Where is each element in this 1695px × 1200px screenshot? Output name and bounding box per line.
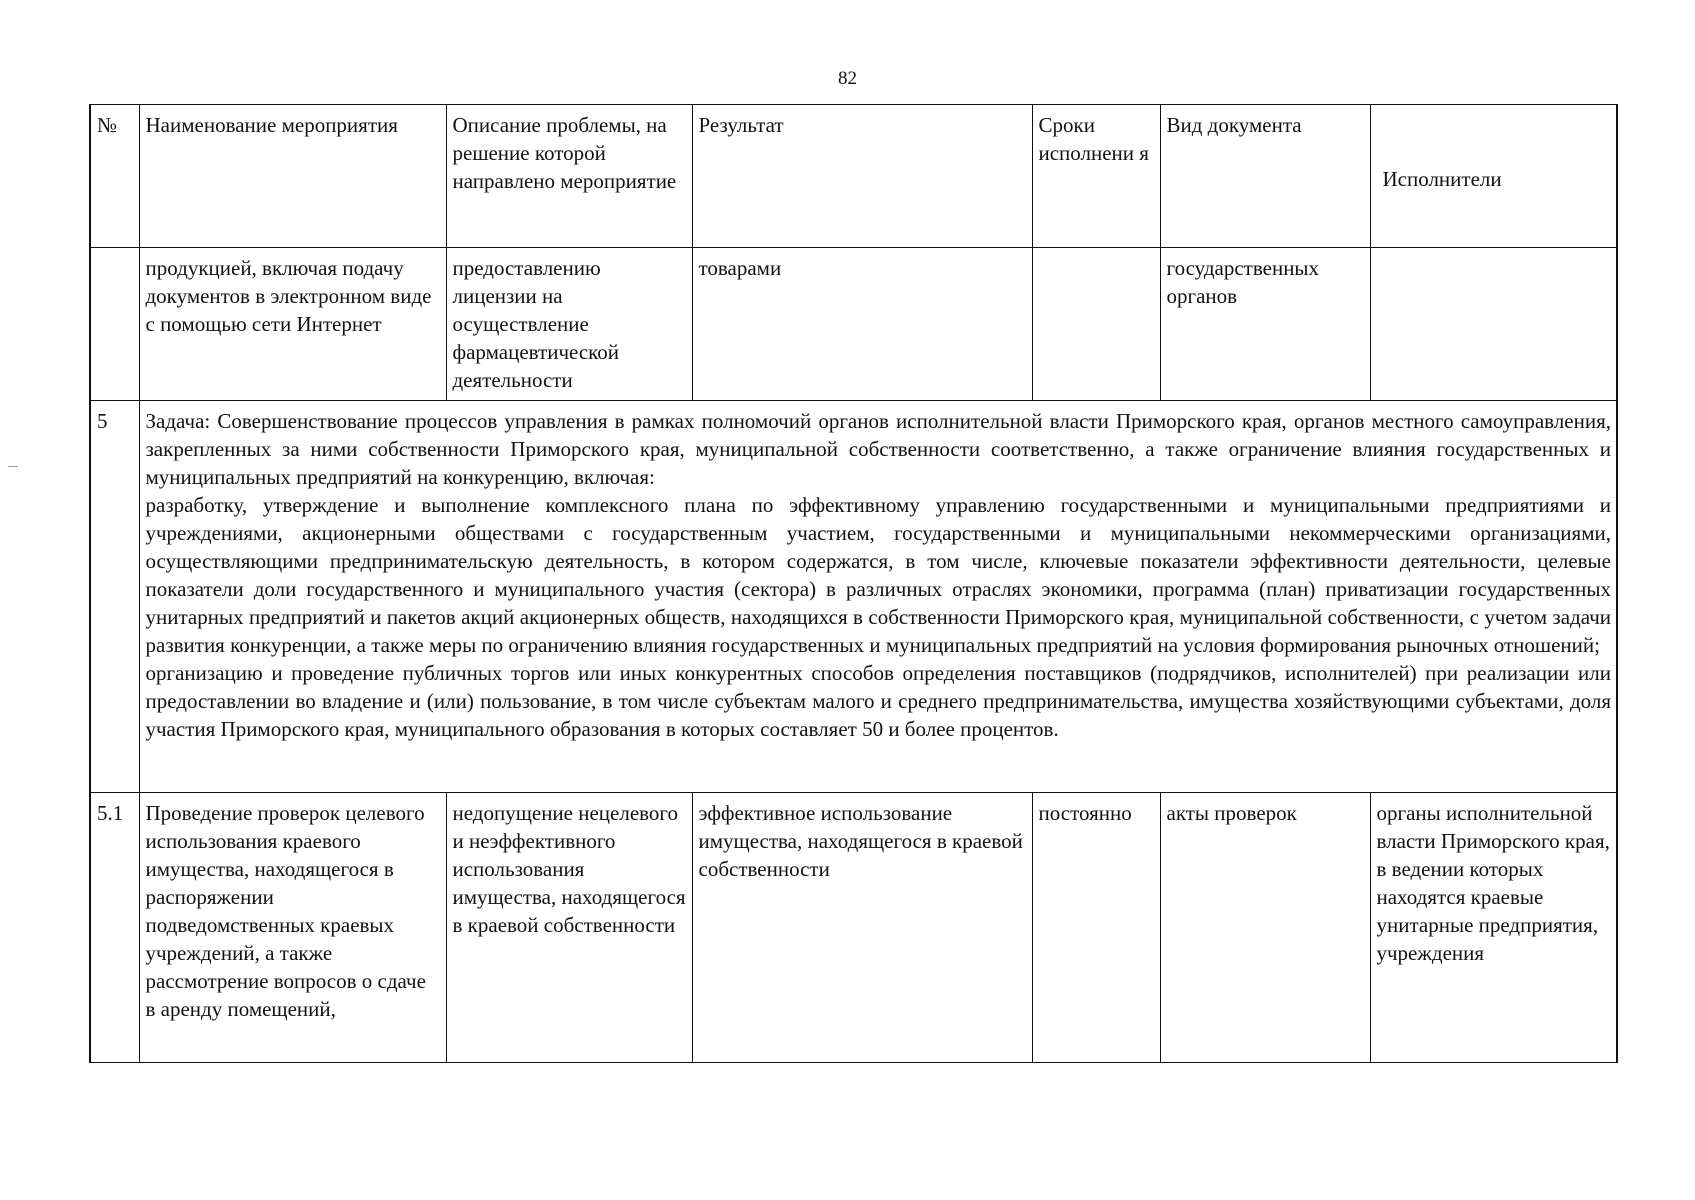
task-paragraph: организацию и проведение публичных торгов или иных конкурентных способов определения поставщиков (подрядчиков, исполнителей) при реализации или предоставлении во владение и (или) пользование, в том числе субъектам малого и среднего предпринимательства, имущества хозяйствующими субъектами, доля участия Приморского края, муниципального образования в которых составляет 50 и более процентов.: [145, 661, 1611, 741]
cell-num: [90, 248, 139, 401]
cell-problem: предоставлению лицензии на осуществление фармацевтической деятельности: [446, 248, 692, 401]
cell-name: Проведение проверок целевого использования краевого имущества, находящегося в распоряжении подведомственных краевых учреждений, а также рассмотрение вопросов о сдаче в аренду помещений,: [139, 793, 446, 1063]
cell-deadline: [1032, 248, 1160, 401]
cell-result: эффективное использование имущества, находящегося в краевой собственности: [692, 793, 1032, 1063]
header-result: Результат: [692, 105, 1032, 248]
cell-executors: органы исполнительной власти Приморского края, в ведении которых находятся краевые унитарные предприятия, учреждения: [1370, 793, 1617, 1063]
cell-num: 5.1: [90, 793, 139, 1063]
measures-table: [89, 104, 1618, 1063]
header-deadline: Сроки исполнени я: [1032, 105, 1160, 248]
scan-mark: [8, 466, 18, 467]
header-doc-type: Вид документа: [1160, 105, 1370, 248]
page-number: 82: [838, 68, 857, 89]
header-executors: Исполнители: [1370, 105, 1617, 248]
cell-executors: [1370, 248, 1617, 401]
cell-doc-type: государственных органов: [1160, 248, 1370, 401]
table-header-row: [90, 105, 1617, 248]
cell-num: 5: [90, 401, 139, 793]
header-name: Наименование мероприятия: [139, 105, 446, 248]
cell-doc-type: акты проверок: [1160, 793, 1370, 1063]
task-paragraph: разработку, утверждение и выполнение комплексного плана по эффективному управлению государственными и муниципальными предприятиями и учреждениями, акционерными обществами с государственным участием, государственными и муниципальными некоммерческими организациями, осуществляющими предпринимательскую деятельность, в котором содержатся, в том числе, ключевые показатели эффективности деятельности, целевые показатели доли государственного и муниципального участия (сектора) в различных отраслях экономики, программа (план) приватизации государственных унитарных предприятий и пакетов акций акционерных обществ, находящихся в собственности Приморского края, муниципальной собственности, с учетом задачи развития конкуренции, а также меры по ограничению влияния государственных и муниципальных предприятий на условия формирования рыночных отношений;: [145, 493, 1611, 657]
cell-name: продукцией, включая подачу документов в электронном виде с помощью сети Интернет: [139, 248, 446, 401]
cell-problem: недопущение нецелевого и неэффективного использования имущества, находящегося в краевой собственности: [446, 793, 692, 1063]
task-description: [139, 401, 1617, 793]
table-row: [90, 248, 1617, 401]
header-problem: Описание проблемы, на решение которой направлено мероприятие: [446, 105, 692, 248]
task-paragraph: Задача: Совершенствование процессов управления в рамках полномочий органов исполнительной власти Приморского края, органов местного самоуправления, закрепленных за ними собственности Приморского края, муниципальной собственности соответственно, а также ограничение влияния государственных и муниципальных предприятий на конкуренцию, включая:: [145, 409, 1611, 489]
cell-deadline: постоянно: [1032, 793, 1160, 1063]
cell-result: товарами: [692, 248, 1032, 401]
header-num: №: [90, 105, 139, 248]
task-row: [90, 401, 1617, 793]
table-row: [90, 793, 1617, 1063]
